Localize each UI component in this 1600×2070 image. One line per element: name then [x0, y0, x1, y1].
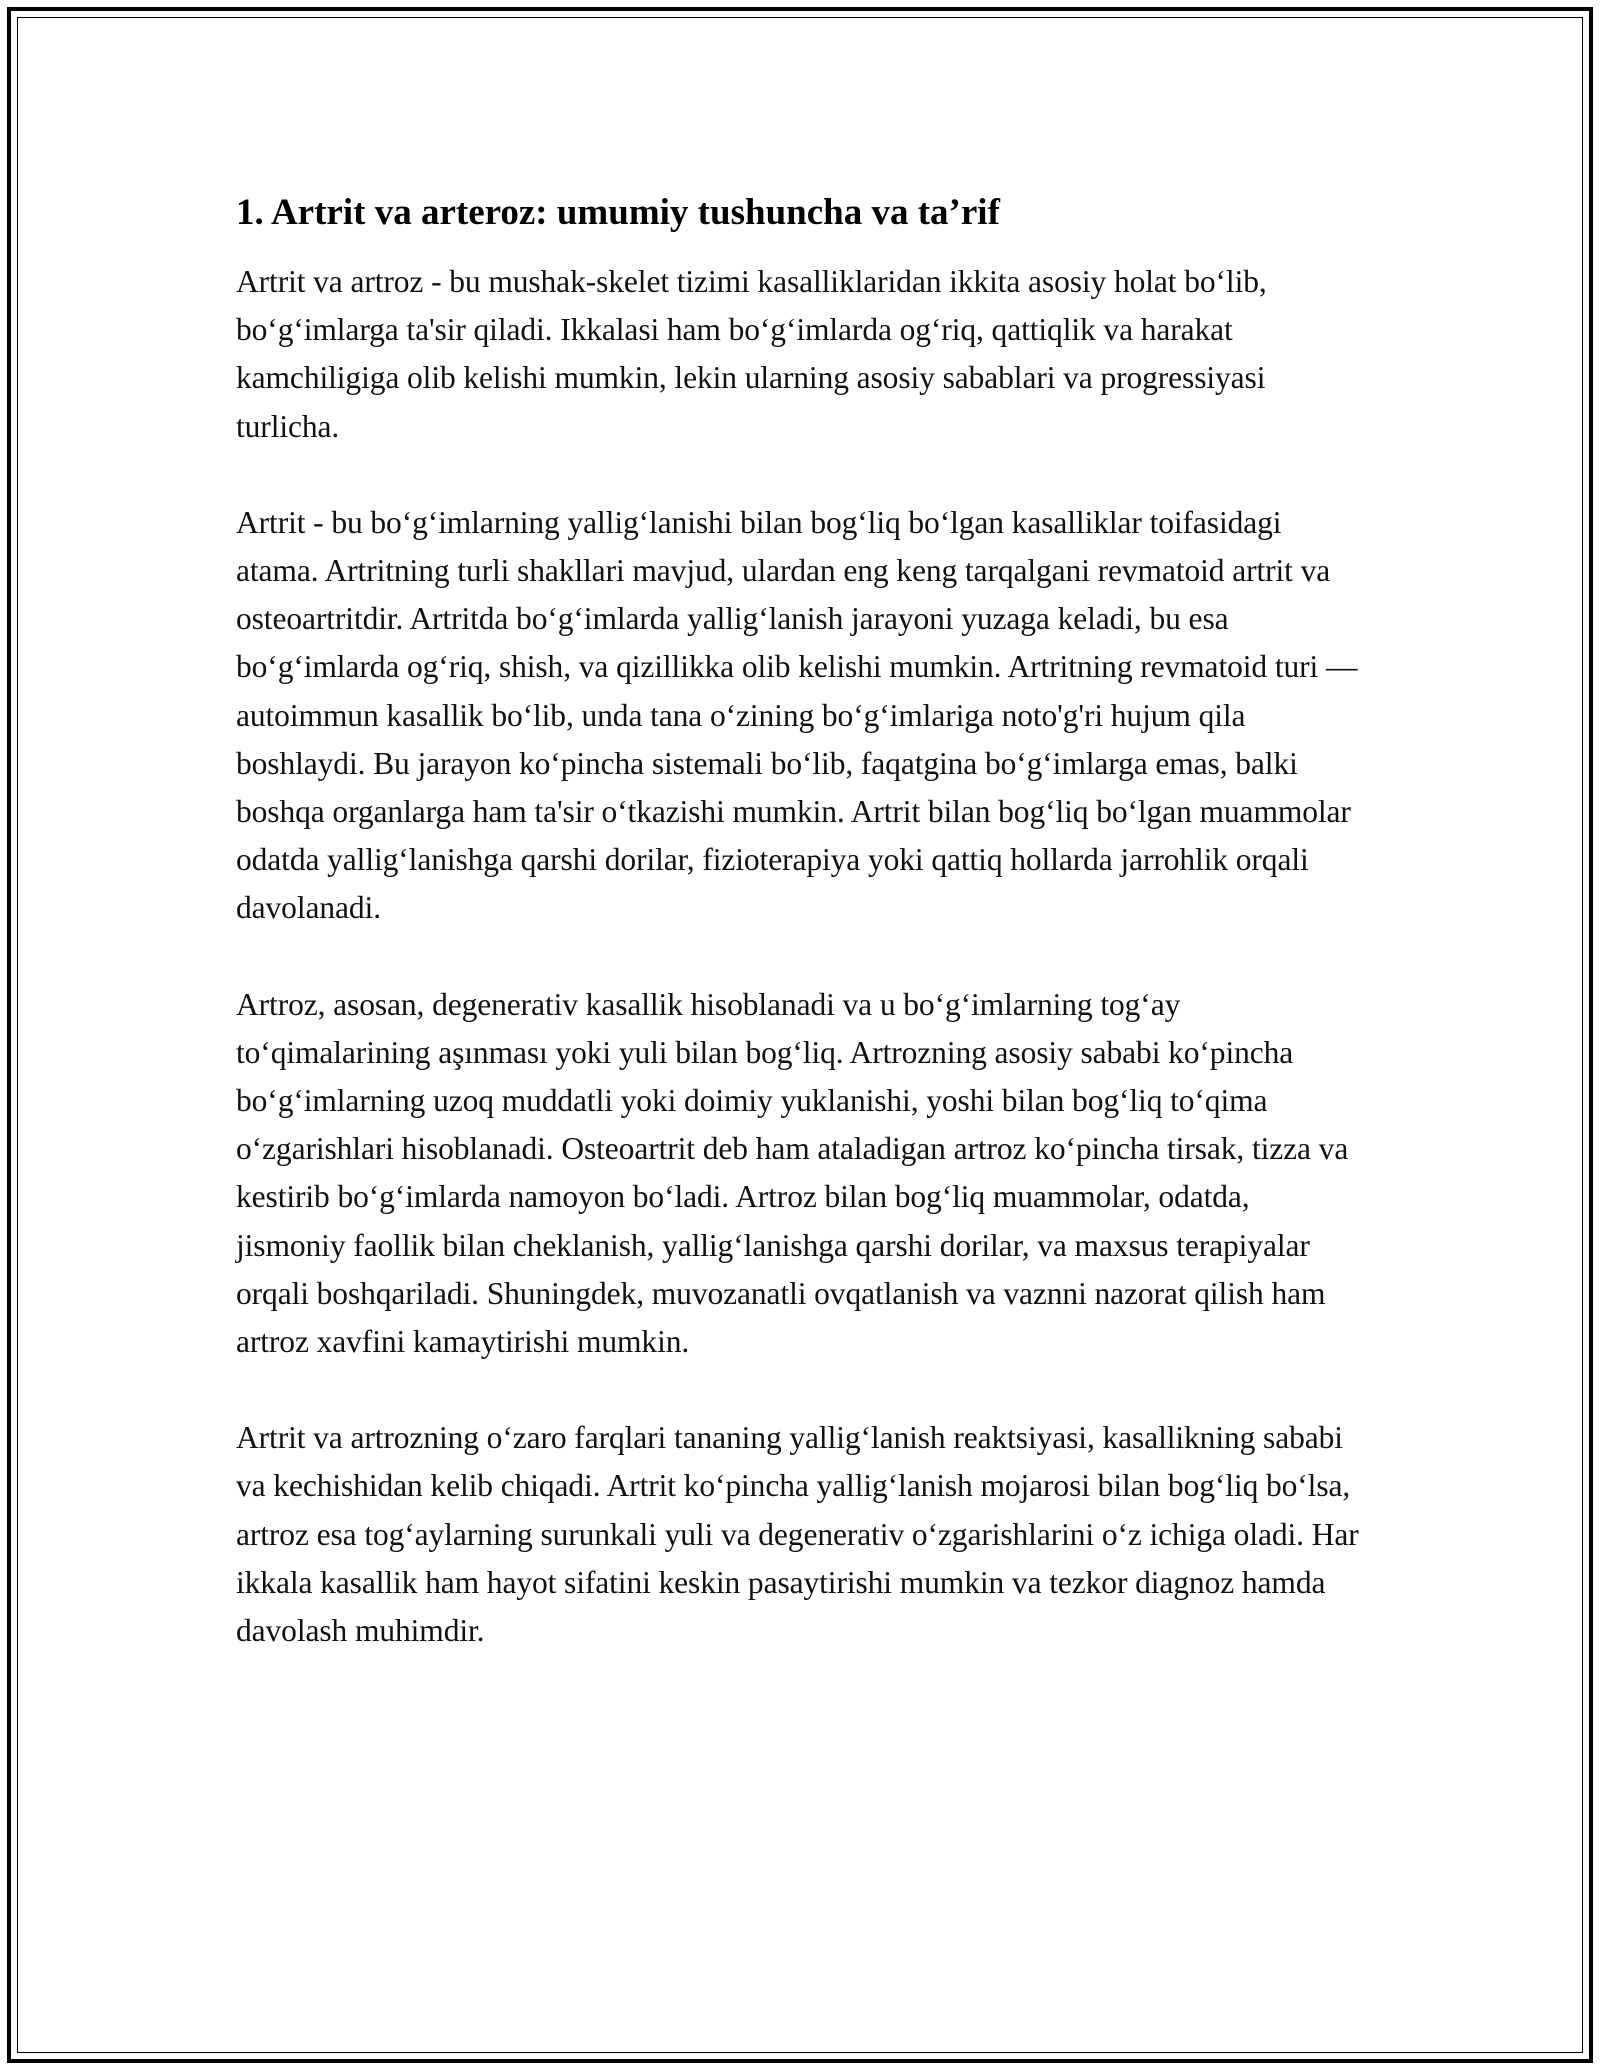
- document-body: [236, 188, 1366, 1703]
- section-heading: 1. Artrit va arteroz: umumiy tushuncha va ta’rif: [236, 192, 1000, 233]
- paragraph-artroz: Artroz, asosan, degenerativ kasallik hisoblanadi va u bo‘g‘imlarning tog‘ay to‘qimalarining aşınması yoki yuli bilan bog‘liq. Artrozning asosiy sababi ko‘pincha bo‘g‘imlarning uzoq muddatli yoki doimiy yuklanishi, yoshi bilan bog‘liq to‘qima o‘zgarishlari hisoblanadi. Osteoartrit deb ham ataladigan artroz ko‘pincha tirsak, tizza va kestirib bo‘g‘imlarda namoyon bo‘ladi. Artroz bilan bog‘liq muammolar, odatda, jismoniy faollik bilan cheklanish, yallig‘lanishga qarshi dorilar, va maxsus terapiyalar orqali boshqariladi. Shuningdek, muvozanatli ovqatlanish va vaznni nazorat qilish ham artroz xavfini kamaytirishi mumkin.: [236, 986, 1349, 1360]
- paragraph-artrit: Artrit - bu bo‘g‘imlarning yallig‘lanishi bilan bog‘liq bo‘lgan kasalliklar toifasidagi atama. Artritning turli shakllari mavjud, ulardan eng keng tarqalgani revmatoid artrit va osteoartritdir. Artritda bo‘g‘imlarda yallig‘lanish jarayoni yuzaga keladi, bu esa bo‘g‘imlarda og‘riq, shish, va qizillikka olib kelishi mumkin. Artritning revmatoid turi — autoimmun kasallik bo‘lib, unda tana o‘zining bo‘g‘imlariga noto'g'ri hujum qila boshlaydi. Bu jarayon ko‘pincha sistemali bo‘lib, faqatgina bo‘g‘imlarga emas, balki boshqa organlarga ham ta'sir o‘tkazishi mumkin. Artrit bilan bog‘liq bo‘lgan muammolar odatda yallig‘lanishga qarshi dorilar, fizioterapiya yoki qattiq hollarda jarrohlik orqali davolanadi.: [236, 504, 1358, 926]
- paragraph-differences: Artrit va artrozning o‘zaro farqlari tananing yallig‘lanish reaktsiyasi, kasallikning sababi va kechishidan kelib chiqadi. Artrit ko‘pincha yallig‘lanish mojarosi bilan bog‘liq bo‘lsa, artroz esa tog‘aylarning surunkali yuli va degenerativ o‘zgarishlarini o‘z ichiga oladi. Har ikkala kasallik ham hayot sifatini keskin pasaytirishi mumkin va tezkor diagnoz hamda davolash muhimdir.: [236, 1420, 1359, 1649]
- paragraph-intro: Artrit va artroz - bu mushak-skelet tizimi kasalliklaridan ikkita asosiy holat bo‘lib, bo‘g‘imlarga ta'sir qiladi. Ikkalasi ham bo‘g‘imlarda og‘riq, qattiqlik va harakat kamchiligiga olib kelishi mumkin, lekin ularning asosiy sabablari va progressiyasi turlicha.: [236, 264, 1267, 444]
